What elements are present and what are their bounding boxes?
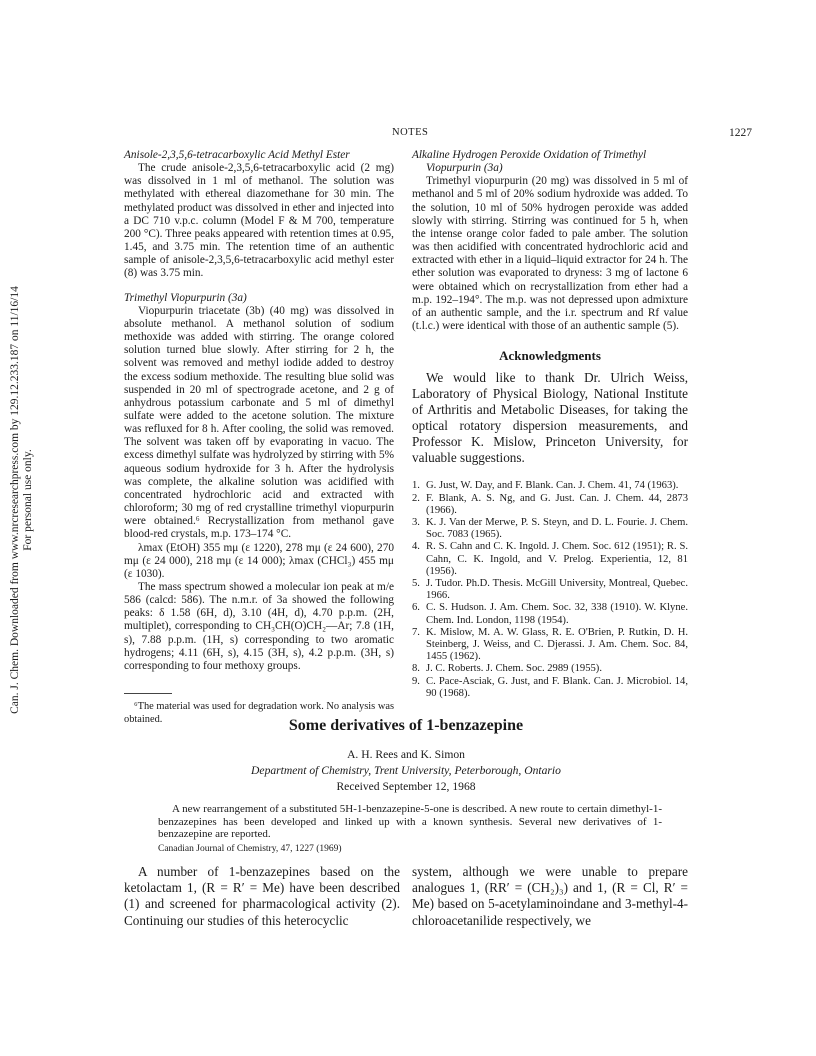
left-column <box>124 149 394 726</box>
page-number: 1227 <box>729 127 752 139</box>
paragraph-trimethyl-viopurpurin: Viopurpurin triacetate (3b) (40 mg) was dissolved in absolute methanol. A methanol solution of sodium methoxide was added with stirring. The orange colored solution turned blue slowly. After stirring for 2 h, the solvent was removed and methyl iodide added to destroy the excess sodium methoxide. The resulting blue solid was suspended in 20 ml of spectrograde acetone, and 2 g of anhydrous potassium carbonate and 5 ml of dimethyl sulfate were added to the acetone solution. The mixture was refluxed for 8 h. After cooling, the solid was removed. The solvent was taken off by evaporating in vacuo. The excess dimethyl sulfate was hydrolyzed by stirring with 5% aqueous sodium hydroxide for 3 h. After the hydrolysis was complete, the alkaline solution was acidified with concentrated hydrochloric acid and extracted with chloroform; 30 mg of red crystalline trimethyl viopurpurin were obtained.⁶ Recrystallization from methanol gave blood-red crystals, m.p. 173–174 °C. <box>124 304 394 541</box>
reference-item: 9. C. Pace-Asciak, G. Just, and F. Blank. Can. J. Microbiol. 14, 90 (1968). <box>412 675 688 699</box>
article-abstract: A new rearrangement of a substituted 5H-1-benzazepine-5-one is described. A new route to certain dimethyl-1-benzazepines has been developed and linked up with a known synthesis. Several new derivatives of 1-benzazepine are reported. <box>158 803 662 841</box>
article-body-left: A number of 1-benzazepines based on the ketolactam 1, (R = R′ = Me) have been described (1) and screened for pharmacological activity (2). Continuing our studies of this heterocyclic <box>124 864 400 928</box>
reference-item: 5. J. Tudor. Ph.D. Thesis. McGill University, Montreal, Quebec. 1966. <box>412 577 688 602</box>
reference-item: 2. F. Blank, A. S. Ng, and G. Just. Can. J. Chem. 44, 2873 (1966). <box>412 492 688 516</box>
section-heading-oxidation: Alkaline Hydrogen Peroxide Oxidation of Trimethyl <box>412 149 647 161</box>
article-body-right: system, although we were unable to prepare analogues 1, (RR′ = (CH₂)₃) and 1, (R = Cl, R′ = Me) based on 5-acetylaminoindane and 3-methyl-4-chloroacetanilide respectively, we <box>412 864 688 928</box>
reference-item: 8. J. C. Roberts. J. Chem. Soc. 2989 (1955). <box>412 663 602 675</box>
acknowledgments-text: We would like to thank Dr. Ulrich Weiss, Laboratory of Physical Biology, National Institute of Arthritis and Metabolic Diseases, for taking the optical rotatory dispersion measurements, and Professor K. Mislow, Princeton University, for valuable suggestions. <box>412 370 688 466</box>
section-heading-methyl-ester: Anisole-2,3,5,6-tetracarboxylic Acid Methyl Ester <box>124 149 350 161</box>
acknowledgments-heading: Acknowledgments <box>499 348 601 364</box>
article-affiliation: Department of Chemistry, Trent University, Peterborough, Ontario <box>251 764 561 777</box>
section-heading-trimethyl-viopurpurin: Trimethyl Viopurpurin (3a) <box>124 291 247 304</box>
article-received-date: Received September 12, 1968 <box>336 780 476 793</box>
paragraph-methyl-ester: The crude anisole-2,3,5,6-tetracarboxylic acid (2 mg) was dissolved in 1 ml of methanol. The solution was methylated with ethereal diazomethane for 30 min. The methylated product was dissolved in ether and injected into a DC 710 v.p.c. column (Model F & M 700, temperature 200 °C). Three peaks appeared with retention times at 0.95, 1.45, and 3.75 min. The retention time of an authentic sample of anisole-2,3,5,6-tetracarboxylic acid methyl ester (8) was 3.75 min. <box>124 162 394 280</box>
reference-list <box>412 480 688 700</box>
reference-item: 3. K. J. Van der Merwe, P. S. Steyn, and D. L. Fourie. J. Chem. Soc. 7083 (1965). <box>412 516 688 541</box>
paragraph-mass-spectrum: The mass spectrum showed a molecular ion peak at m/e 586 (calcd: 586). The n.m.r. of 3a showed the following peaks: δ 1.58 (6H, d), 3.10 (4H, d), 4.70 p.p.m. (2H, multiplet), corresponding to CH₃CH(O)CH₂—Ar; 7.8 (1H, s), 7.88 p.p.m. (1H, s) corresponding to two aromatic hydrogens; 4.11 (6H, s), 4.15 (3H, s), 4.2 p.p.m. (3H, s) corresponding to four methoxy groups. <box>124 581 394 672</box>
footnote-rule <box>124 693 172 694</box>
article-authors: A. H. Rees and K. Simon <box>347 748 465 761</box>
article-citation: Canadian Journal of Chemistry, 47, 1227 (1969) <box>158 844 342 854</box>
download-stamp-line1: Can. J. Chem. Downloaded from www.nrcresearchpress.com by 129.12.233.187 on 11/16/14 <box>9 286 21 714</box>
running-header-section: NOTES <box>392 127 429 138</box>
footnote: ⁶The material was used for degradation work. No analysis was obtained. <box>124 701 394 725</box>
section-heading-oxidation-cont: Viopurpurin (3a) <box>426 162 503 175</box>
paragraph-uv-data: λmax (EtOH) 355 mμ (ε 1220), 278 mμ (ε 24 600), 270 mμ (ε 24 000), 218 mμ (ε 14 000); λmax (CHCl₃) 455 mμ (ε 1030). <box>124 541 394 580</box>
reference-item: 7. K. Mislow, M. A. W. Glass, R. E. O'Brien, P. Rutkin, D. H. Steinberg, J. Weiss, and C. Djerassi. J. Am. Chem. Soc. 84, 1455 (1962). <box>412 626 688 663</box>
reference-item: 4. R. S. Cahn and C. K. Ingold. J. Chem. Soc. 612 (1951); R. S. Cahn, C. K. Ingold, and V. Prelog. Experientia, 12, 81 (1956). <box>412 541 688 577</box>
article-title: Some derivatives of 1-benzazepine <box>288 717 524 734</box>
reference-item: 1. G. Just, W. Day, and F. Blank. Can. J. Chem. 41, 74 (1963). <box>412 480 679 492</box>
download-stamp-line2: For personal use only. <box>22 449 34 551</box>
reference-item: 6. C. S. Hudson. J. Am. Chem. Soc. 32, 338 (1910). W. Klyne. Chem. Ind. London, 1198 (1954). <box>412 602 688 626</box>
right-column <box>412 149 688 700</box>
download-stamp <box>2 205 42 795</box>
paragraph-oxidation: Trimethyl viopurpurin (20 mg) was dissolved in 5 ml of methanol and 5 ml of 20% sodium hydroxide was added. To the solution, 10 ml of 50% hydrogen peroxide was added slowly with stirring. Stirring was continued for 5 h, when the intense orange color faded to pale amber. The solution was then acidified with concentrated hydrochloric acid and extracted with ether in a liquid–liquid extractor for 24 h. The ether solution was evaporated to dryness: 3 mg of lactone 6 were obtained which on recrystallization from ether had a m.p. 192–194°. The m.p. was not depressed upon admixture of an authentic sample, and the i.r. spectrum and Rf value (t.l.c.) were identical with those of an authentic sample (5). <box>412 175 688 333</box>
